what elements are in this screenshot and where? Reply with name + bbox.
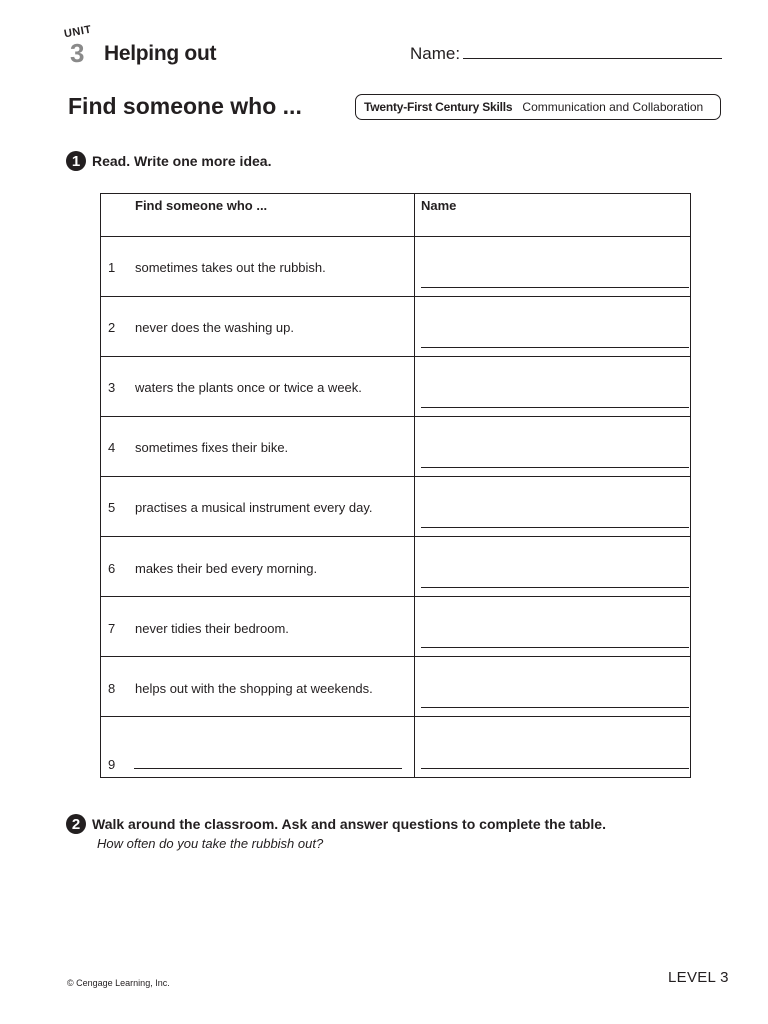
row-divider [100,296,691,297]
skills-value: Communication and Collaboration [522,100,704,114]
row-text: never does the washing up. [135,320,294,335]
row-text: makes their bed every morning. [135,561,318,576]
row-divider [100,236,691,237]
table-header-find: Find someone who ... [135,198,268,213]
unit-title: Helping out [104,42,217,65]
table-column-divider [414,193,415,778]
row-number: 6 [108,561,116,576]
row-text: sometimes takes out the rubbish. [135,260,326,275]
name-label: Name: [410,44,461,63]
row-divider [100,356,691,357]
unit-label: UNIT [63,23,93,41]
row-number: 3 [108,380,116,395]
answer-line[interactable] [421,347,689,348]
unit-number: 3 [70,38,85,68]
idea-line[interactable] [134,768,402,769]
row-text: waters the plants once or twice a week. [135,380,362,395]
row-number: 9 [108,757,116,772]
row-number: 2 [108,320,116,335]
row-number: 7 [108,621,116,636]
exercise-1-text: Read. Write one more idea. [92,153,272,169]
answer-line[interactable] [421,587,689,588]
row-number: 5 [108,500,116,515]
row-divider [100,716,691,717]
row-divider [100,416,691,417]
skills-label: Twenty-First Century Skills [364,100,513,114]
answer-line[interactable] [421,467,689,468]
row-number: 4 [108,440,116,455]
level-label: LEVEL 3 [668,969,729,986]
answer-line[interactable] [421,707,689,708]
skills-box [355,94,721,120]
answer-line[interactable] [421,527,689,528]
row-text: sometimes fixes their bike. [135,440,289,455]
row-divider [100,536,691,537]
answer-line[interactable] [421,647,689,648]
answer-line[interactable] [421,287,689,288]
row-text: helps out with the shopping at weekends. [135,681,373,696]
exercise-1-badge: 1 [66,151,86,171]
row-number: 1 [108,260,116,275]
row-divider [100,476,691,477]
name-field[interactable] [463,58,722,59]
page-title: Find someone who ... [68,93,302,119]
row-number: 8 [108,681,116,696]
row-divider [100,656,691,657]
row-text: never tidies their bedroom. [135,621,289,636]
exercise-1-instruction [66,151,271,171]
exercise-2-badge: 2 [66,814,86,834]
answer-line[interactable] [421,768,689,769]
row-text: practises a musical instrument every day. [135,500,373,515]
answer-line[interactable] [421,407,689,408]
table-header-name: Name [421,198,457,213]
exercise-2-instruction [66,814,606,834]
example-question: How often do you take the rubbish out? [97,836,324,851]
row-divider [100,596,691,597]
copyright: © Cengage Learning, Inc. [67,978,170,988]
exercise-2-text: Walk around the classroom. Ask and answer questions to complete the table. [92,816,606,832]
